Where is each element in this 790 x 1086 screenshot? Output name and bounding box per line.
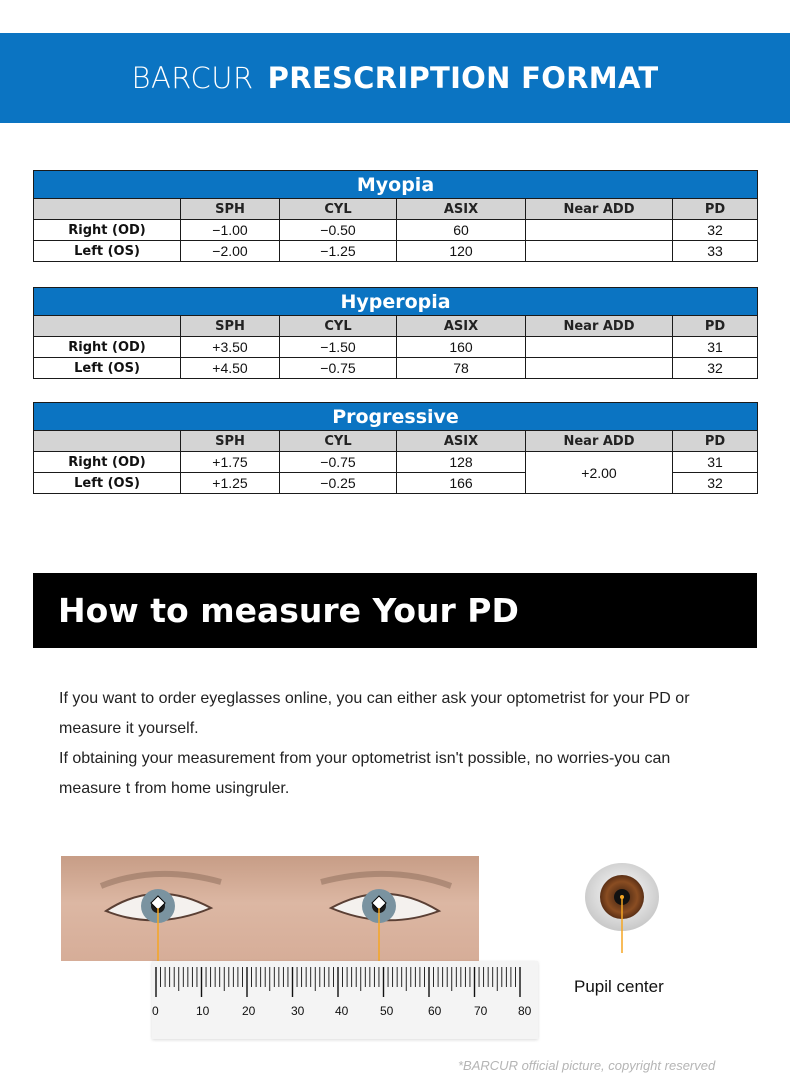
eyeball-icon: [584, 863, 660, 953]
asix-value: 78: [397, 358, 526, 379]
myopia-table: [33, 170, 758, 262]
table-row: [34, 337, 758, 358]
header-asix: ASIX: [397, 431, 526, 452]
header-sph: SPH: [181, 199, 280, 220]
ruler-label: 50: [380, 1004, 394, 1018]
ruler-label: 80: [518, 1004, 532, 1018]
pd-value: 32: [673, 473, 758, 494]
sph-value: +3.50: [181, 337, 280, 358]
table-row: [34, 241, 758, 262]
row-label: Left (OS): [34, 241, 181, 262]
sph-value: −1.00: [181, 220, 280, 241]
progressive-table: [33, 402, 758, 494]
header-pd: PD: [673, 431, 758, 452]
sph-value: +1.75: [181, 452, 280, 473]
pd-value: 33: [673, 241, 758, 262]
paragraph-line: If obtaining your measurement from your optometrist isn't possible, no worries-you can: [59, 750, 671, 767]
row-label: Left (OS): [34, 473, 181, 494]
asix-value: 128: [397, 452, 526, 473]
table-row: [34, 358, 758, 379]
copyright-note: *BARCUR official picture, copyright reserved: [458, 1058, 716, 1073]
paragraph-line: If you want to order eyeglasses online, you can either ask your optometrist for your PD or: [59, 690, 690, 707]
sph-value: −2.00: [181, 241, 280, 262]
paragraph-line: measure t from home usingruler.: [59, 780, 290, 797]
ruler-label: 10: [196, 1004, 210, 1018]
ruler-label: 20: [242, 1004, 256, 1018]
cyl-value: −1.25: [280, 241, 397, 262]
cyl-value: −0.25: [280, 473, 397, 494]
row-label: Left (OS): [34, 358, 181, 379]
row-label: Right (OD): [34, 452, 181, 473]
table-title: Myopia: [34, 171, 758, 199]
pd-value: 32: [673, 358, 758, 379]
header-near-add: Near ADD: [526, 199, 673, 220]
table-row: [34, 220, 758, 241]
paragraph-line: measure it yourself.: [59, 720, 199, 737]
pd-value: 32: [673, 220, 758, 241]
header-pd: PD: [673, 316, 758, 337]
pd-paragraph-1: [59, 684, 739, 744]
pd-section-banner: [33, 573, 757, 648]
pd-value: 31: [673, 337, 758, 358]
cyl-value: −1.50: [280, 337, 397, 358]
sph-value: +1.25: [181, 473, 280, 494]
asix-value: 160: [397, 337, 526, 358]
cyl-value: −0.75: [280, 452, 397, 473]
near-add-value: +2.00: [526, 452, 673, 494]
row-label: Right (OD): [34, 337, 181, 358]
near-add-value: [526, 220, 673, 241]
eyeball-illustration: [584, 863, 660, 933]
header-cyl: CYL: [280, 316, 397, 337]
asix-value: 166: [397, 473, 526, 494]
header-cyl: CYL: [280, 199, 397, 220]
near-add-value: [526, 337, 673, 358]
ruler-label: 30: [291, 1004, 305, 1018]
ruler-label: 0: [152, 1004, 159, 1018]
header-asix: ASIX: [397, 199, 526, 220]
ruler-label: 60: [428, 1004, 442, 1018]
ruler-ticks: [152, 961, 538, 1001]
eyes-photo: [61, 856, 479, 961]
table-row: [34, 452, 758, 473]
header-sph: SPH: [181, 431, 280, 452]
page-title: PRESCRIPTION FORMAT: [267, 61, 659, 95]
pd-paragraph-2: [59, 744, 739, 804]
hyperopia-table: [33, 287, 758, 379]
asix-value: 60: [397, 220, 526, 241]
ruler-label: 40: [335, 1004, 349, 1018]
brand-name: BARCUR: [131, 61, 254, 95]
table-title: Hyperopia: [34, 288, 758, 316]
near-add-value: [526, 358, 673, 379]
pd-value: 31: [673, 452, 758, 473]
cyl-value: −0.75: [280, 358, 397, 379]
pd-heading: How to measure Your PD: [58, 591, 519, 630]
sph-value: +4.50: [181, 358, 280, 379]
near-add-value: [526, 241, 673, 262]
asix-value: 120: [397, 241, 526, 262]
cyl-value: −0.50: [280, 220, 397, 241]
header-sph: SPH: [181, 316, 280, 337]
header-cyl: CYL: [280, 431, 397, 452]
table-title: Progressive: [34, 403, 758, 431]
header-blank: [34, 199, 181, 220]
eyes-illustration: [61, 856, 479, 961]
header-banner: [0, 33, 790, 123]
ruler: [152, 961, 538, 1039]
header-blank: [34, 431, 181, 452]
header-blank: [34, 316, 181, 337]
pupil-center-label: Pupil center: [574, 977, 664, 996]
header-asix: ASIX: [397, 316, 526, 337]
header-near-add: Near ADD: [526, 316, 673, 337]
header-pd: PD: [673, 199, 758, 220]
row-label: Right (OD): [34, 220, 181, 241]
header-near-add: Near ADD: [526, 431, 673, 452]
ruler-label: 70: [474, 1004, 488, 1018]
